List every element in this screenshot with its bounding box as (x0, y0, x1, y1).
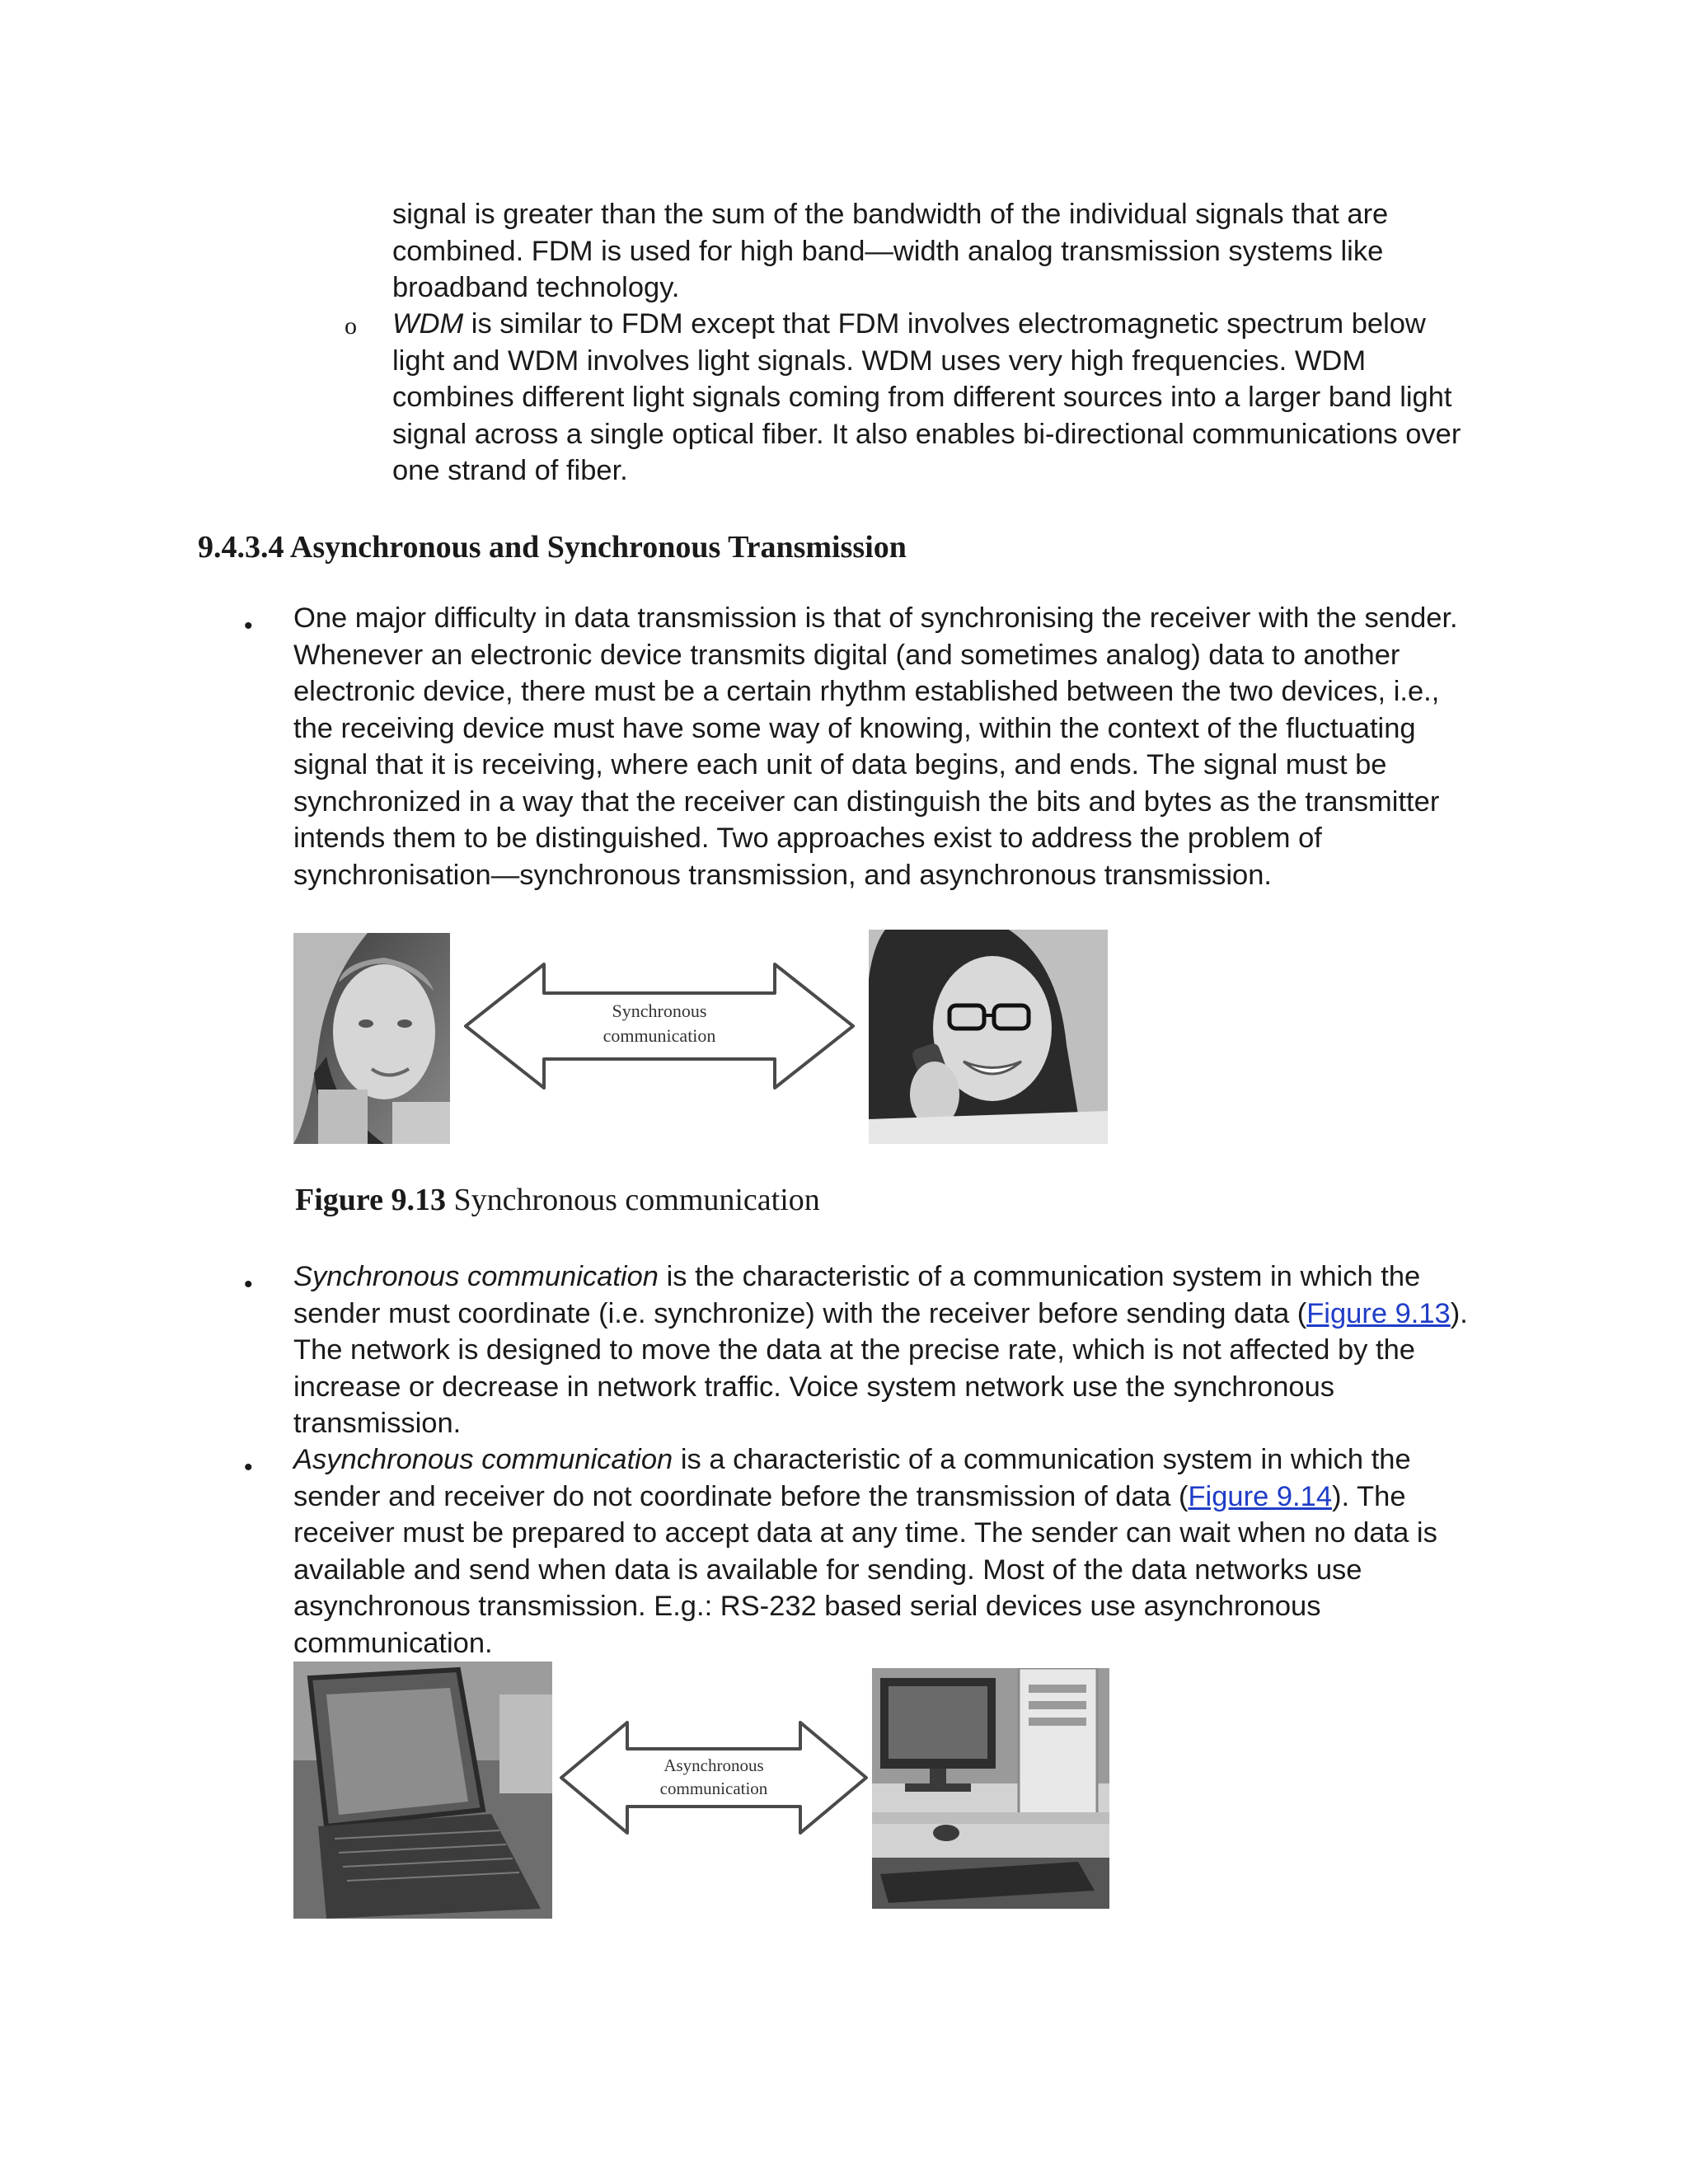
async-label-line2: communication (659, 1779, 768, 1798)
bullet-marker: • (244, 1271, 253, 1298)
sync-label-line2: communication (603, 1025, 716, 1046)
synchronous-paragraph (293, 1258, 1472, 1442)
girl-with-glasses-on-phone-photo (869, 930, 1108, 1144)
intro-text: One major difficulty in data transmission is that of synchronising the receiver with the sender. Whenever an electronic device transmits digital (and sometimes analog) data to another electronic device, there must be a certain rhythm established between the two devices, i.e., the receiving device must have some way of knowing, within the context of the fluctuating signal that it is receiving, where each unit of data begins, and ends. The signal must be synchronized in a way that the receiver can distinguish the bits and bytes as the transmitter intends them to be distinguished. Two approaches exist to address the problem of synchronisation—synchronous transmission, and asynchronous transmission. (293, 602, 1458, 891)
sync-label-line1: Synchronous (612, 1001, 707, 1021)
fdm-paragraph-continuation (392, 196, 1472, 307)
wdm-text: is similar to FDM except that FDM involves electromagnetic spectrum below light and WDM involves light signals. WDM uses very high frequencies. WDM combines different light signals coming from different sources into a larger band light signal across a single optical fiber. It also enables bi-directional communications over one strand of fiber. (392, 308, 1461, 486)
bullet-marker: • (244, 612, 253, 640)
synchronous-text-a: is the characteristic of a communication system in which the sender must coordinate (i.e. synchronize) with the receiver before sending data ( (293, 1261, 1421, 1329)
async-label-line1: Asynchronous (663, 1755, 764, 1775)
asynchronous-paragraph (293, 1441, 1472, 1661)
synchronous-text-b: ). The network is designed to move the data at the precise rate, which is not affected by the increase or decrease in network traffic. Voice system network use the synchronous transmission. (293, 1297, 1468, 1439)
desktop-computer-photo (872, 1668, 1109, 1909)
synchronous-term: Synchronous communication (293, 1261, 659, 1292)
woman-on-phone-photo (293, 933, 450, 1144)
bullet-marker: • (244, 1454, 253, 1481)
figure-913-number: Figure 9.13 (295, 1183, 446, 1217)
asynchronous-arrow-label (631, 1754, 796, 1800)
figure-913-title: Synchronous communication (445, 1183, 820, 1217)
intro-paragraph (293, 600, 1472, 893)
figure-913-caption (295, 1180, 820, 1220)
figure-914-link[interactable]: Figure 9.14 (1188, 1480, 1333, 1512)
fdm-text: signal is greater than the sum of the bandwidth of the individual signals that are combined. FDM is used for high band—width analog transmission systems like broadband technology. (392, 199, 1389, 303)
asynchronous-term: Asynchronous communication (293, 1444, 673, 1475)
section-heading: 9.4.3.4 Asynchronous and Synchronous Transmission (198, 530, 907, 565)
wdm-paragraph (392, 306, 1472, 490)
asynchronous-text-b: ). The receiver must be prepared to accept data at any time. The sender can wait when no data is available and send when data is available for sending. Most of the data networks use asynchronous transmission. E.g.: RS-232 based serial devices use asynchronous communication. (293, 1480, 1437, 1659)
synchronous-arrow-label (560, 999, 758, 1048)
sub-bullet-marker: o (345, 312, 357, 340)
figure-913-link[interactable]: Figure 9.13 (1306, 1297, 1451, 1329)
asynchronous-text-a: is a characteristic of a communication system in which the sender and receiver do not coordinate before the transmission of data ( (293, 1444, 1411, 1512)
laptop-photo (293, 1661, 552, 1919)
wdm-term: WDM (392, 308, 464, 340)
